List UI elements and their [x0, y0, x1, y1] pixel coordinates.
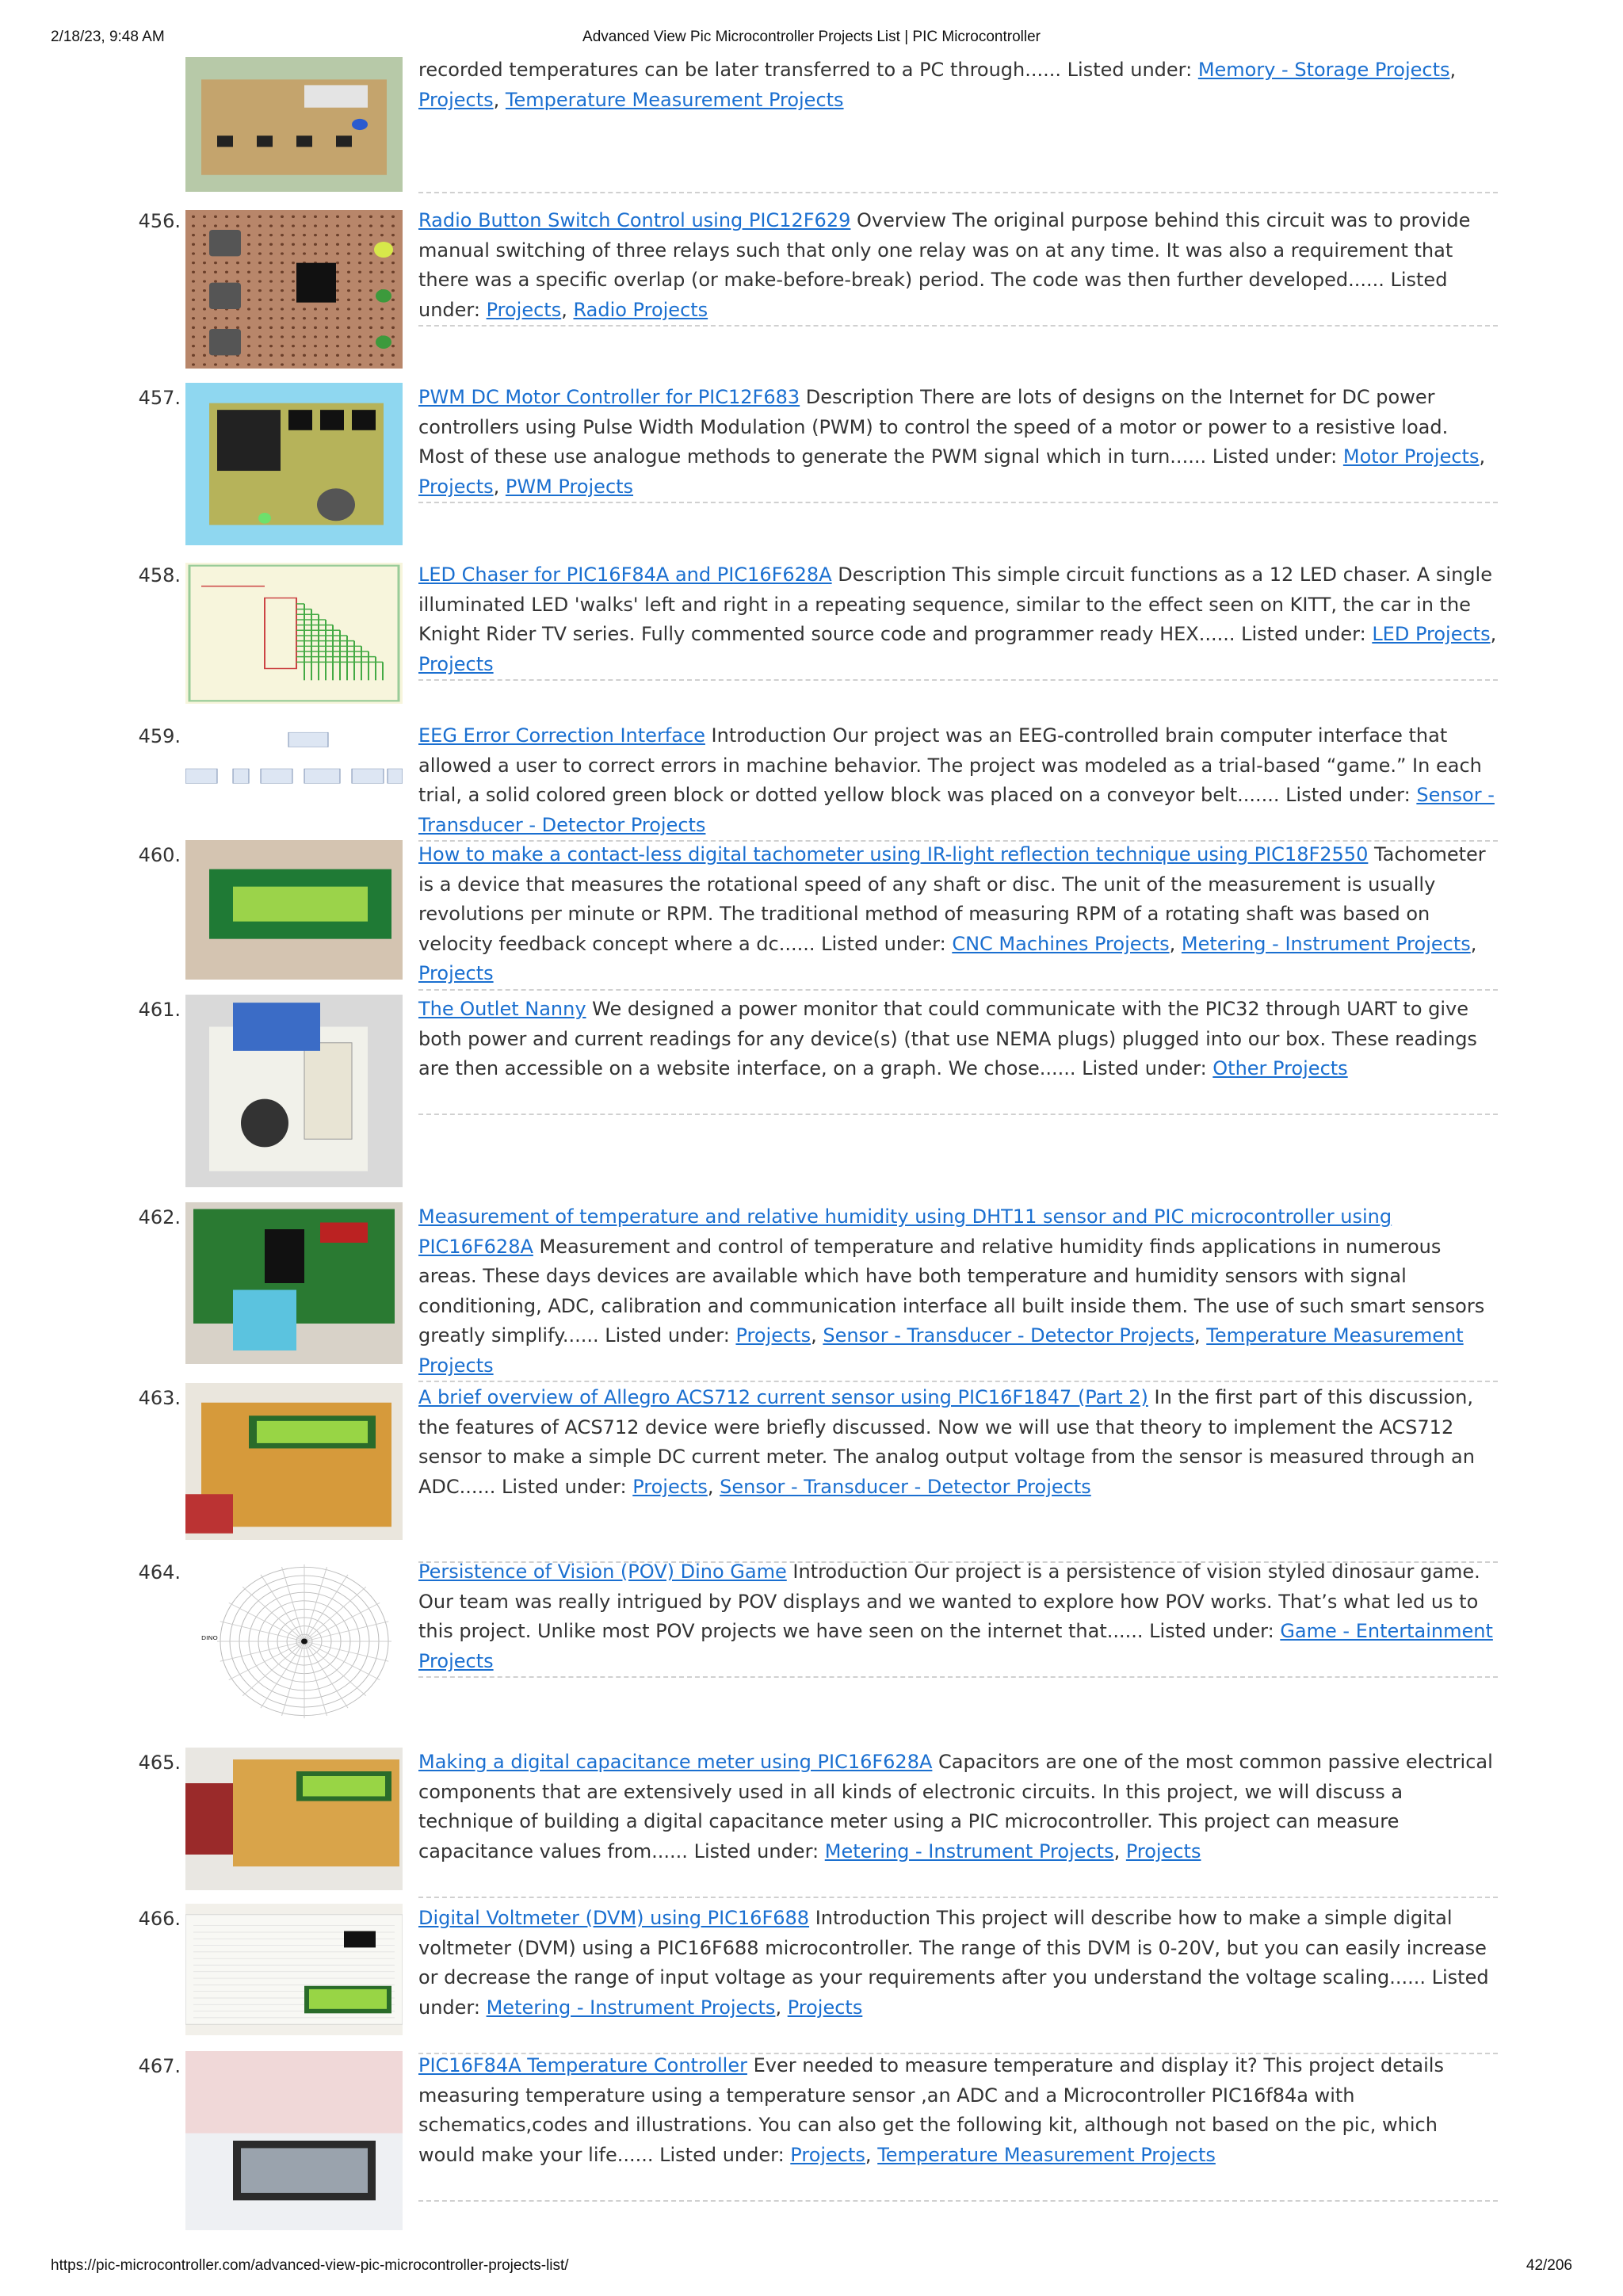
entry-separator [418, 1114, 1498, 1115]
project-title-link[interactable]: The Outlet Nanny [418, 998, 586, 1020]
project-body: Measurement of temperature and relative humidity using DHT11 sensor and PIC microcontroller using PIC16F628A Measurement and control of temperature and relative humidity finds applications in numerous areas. These days devices are available which have both temperature and humidity sensors with signal conditioning, ADC, calibration and communication interface all built inside them. The use of such smart sensors greatly simplify...... Listed under: Projects, Sensor - Transducer - Detector Projects, Temperature Measurement Projects [418, 1205, 1485, 1377]
entry-separator [418, 1676, 1498, 1678]
category-link[interactable]: Projects [790, 2143, 865, 2166]
project-body [418, 1557, 1498, 1676]
page-title: Advanced View Pic Microcontroller Projects List | PIC Microcontroller [582, 29, 1041, 45]
breadboard-voltmeter-image[interactable] [185, 1904, 403, 2035]
category-link[interactable]: Temperature Measurement Projects [505, 88, 844, 111]
project-title-link[interactable]: How to make a contact-less digital tachometer using IR-light reflection technique using PIC18F2550 [418, 843, 1369, 865]
project-title-link[interactable]: LED Chaser for PIC16F84A and PIC16F628A [418, 563, 832, 586]
category-link[interactable]: PWM Projects [505, 475, 634, 498]
capacitance-meter-image[interactable] [185, 1748, 403, 1890]
entry-separator [418, 1897, 1498, 1898]
project-body: PWM DC Motor Controller for PIC12F683 Description There are lots of designs on the Internet for DC power controllers using Pulse Width Modulation (PWM) to control the speed of a motor or power to a resistive load. Most of these use analogue methods to generate the PWM signal which in turn...... Listed under: Motor Projects, Projects, PWM Projects [418, 386, 1486, 498]
print-footer [0, 2251, 1623, 2283]
category-link[interactable]: Projects [486, 298, 562, 321]
print-datetime: 2/18/23, 9:48 AM [51, 29, 165, 45]
project-title-link[interactable]: Measurement of temperature and relative humidity using DHT11 sensor and PIC microcontroller using PIC16F628A [418, 1205, 1392, 1258]
category-link[interactable]: Game - Entertainment Projects [418, 1620, 1493, 1672]
project-body: LED Chaser for PIC16F84A and PIC16F628A Description This simple circuit functions as a 12 LED chaser. A single illuminated LED 'walks' left and right in a repeating sequence, similar to the effect seen on KITT, the car in the Knight Rider TV series. Fully commented source code and programmer ready HEX...... Listed under: LED Projects, Projects [418, 563, 1497, 675]
category-link[interactable]: LED Projects [1372, 623, 1491, 645]
project-description: Ever needed to measure temperature and display it? This project details measuring temperature using a temperature sensor ,an ADC and a Microcontroller PIC16f84a with schematics,codes and illustrations. You can also get the following kit, although not based on the pic, which would make your life...... Listed under: [418, 2054, 1444, 2166]
category-link[interactable]: Projects [735, 1324, 812, 1347]
project-body: PIC16F84A Temperature Controller Ever needed to measure temperature and display it? This project details measuring temperature using a temperature sensor ,an ADC and a Microcontroller PIC16f84a with schematics,codes and illustrations. You can also get the following kit, although not based on the pic, which would make your life...... Listed under: Projects, Temperature Measurement Projects [418, 2054, 1444, 2166]
project-body [418, 721, 1498, 840]
project-number: 459. [138, 725, 181, 747]
category-link[interactable]: Sensor - Transducer - Detector Projects [823, 1324, 1194, 1347]
page-url: https://pic-microcontroller.com/advanced-view-pic-microcontroller-projects-list/ [51, 2257, 569, 2274]
led-chaser-schematic-image[interactable] [185, 563, 403, 704]
project-body: Making a digital capacitance meter using PIC16F628A Capacitors are one of the most common passive electrical components that are extensively used in all kinds of electronic circuits. In this project, we will discuss a technique of building a digital capacitance meter using a PIC microcontroller. This project can measure capacitance values from...... Listed under: Metering - Instrument Projects, Projects [418, 1751, 1493, 1862]
entry-separator [418, 325, 1498, 327]
dht11-board-image[interactable] [185, 1202, 403, 1364]
entry-separator [418, 2200, 1498, 2202]
project-body: Digital Voltmeter (DVM) using PIC16F688 Introduction This project will describe how to make a simple digital voltmeter (DVM) using a PIC16F688 microcontroller. The range of this DVM is 0-20V, but you can easily increase or decrease the range of input voltage as your requirements after you understand the voltage scaling...... Listed under: Metering - Instrument Projects, Projects [418, 1907, 1489, 2019]
print-header [0, 0, 1623, 48]
project-description: In the first part of this discussion, the features of ACS712 device were briefly discussed. Now we will use that theory to implement the ACS712 sensor to make a simple DC current meter. The analog output voltage from the sensor is measured through an ADC...... Listed under: [418, 1386, 1475, 1498]
project-number: 465. [138, 1752, 181, 1774]
category-link[interactable]: Projects [418, 475, 494, 498]
entry-separator [418, 502, 1498, 503]
motor-controller-pcb-image[interactable] [185, 383, 403, 545]
category-link[interactable]: Projects [1125, 1839, 1201, 1862]
project-description: Tachometer is a device that measures the rotational speed of any shaft or disc. The unit of the measurement is usually revolutions per minute or RPM. The traditional method of measuring RPM of a rotating shaft was based on velocity feedback concept where a dc...... Listed under: [418, 843, 1486, 955]
project-title-link[interactable]: PWM DC Motor Controller for PIC12F683 [418, 386, 800, 408]
project-number: 462. [138, 1206, 181, 1228]
category-link[interactable]: Sensor - Transducer - Detector Projects [418, 784, 1495, 836]
polar-grid-image[interactable] [185, 1557, 403, 1725]
temp-controller-lcd-image[interactable] [185, 2051, 403, 2230]
entry-separator [418, 1381, 1498, 1382]
project-number: 456. [138, 210, 181, 232]
project-number: 457. [138, 387, 181, 409]
project-body: How to make a contact-less digital tachometer using IR-light reflection technique using PIC18F2550 Tachometer is a device that measures the rotational speed of any shaft or disc. The unit of the measurement is usually revolutions per minute or RPM. The traditional method of measuring RPM of a rotating shaft was based on velocity feedback concept where a dc...... Listed under: CNC Machines Projects, Metering - Instrument Projects, Projects [418, 843, 1486, 984]
project-number: 463. [138, 1387, 181, 1409]
project-title-link[interactable]: EEG Error Correction Interface [418, 724, 705, 747]
category-link[interactable]: Projects [418, 962, 494, 984]
tachometer-lcd-image[interactable] [185, 840, 403, 980]
project-number: 461. [138, 999, 181, 1021]
category-link[interactable]: Temperature Measurement Projects [877, 2143, 1216, 2166]
project-title-link[interactable]: Making a digital capacitance meter using PIC16F628A [418, 1751, 933, 1773]
category-link[interactable]: Projects [787, 1996, 863, 2019]
entry-separator [418, 192, 1498, 193]
project-number: 458. [138, 564, 181, 586]
category-link[interactable]: Projects [632, 1475, 708, 1498]
outlet-box-image[interactable] [185, 995, 403, 1187]
project-description: Introduction Our project was an EEG-controlled brain computer interface that allowed a user to correct errors in machine behavior. The project was modeled as a trial-based “game.” In each trial, a solid colored green block or dotted yellow block was placed on a conveyor belt....... Listed under: [418, 724, 1482, 806]
project-body: recorded temperatures can be later transferred to a PC through...... Listed under: Memory - Storage Projects, Projects, Temperature Measurement Projects [418, 59, 1457, 111]
perfboard-buttons-image[interactable] [185, 210, 403, 369]
project-title-link[interactable]: PIC16F84A Temperature Controller [418, 2054, 747, 2076]
project-title-link[interactable]: Digital Voltmeter (DVM) using PIC16F688 [418, 1907, 810, 1929]
block-diagram-image[interactable] [185, 725, 403, 812]
category-link[interactable]: Temperature Measurement Projects [418, 1324, 1464, 1377]
project-description: We designed a power monitor that could communicate with the PIC32 through UART to give both power and current readings for any device(s) (that use NEMA plugs) plugged into our box. These readings are then accessible on a website interface, on a graph. We chose...... Listed under: [418, 998, 1477, 1079]
category-link[interactable]: CNC Machines Projects [952, 932, 1170, 955]
project-title-link[interactable]: Persistence of Vision (POV) Dino Game [418, 1561, 787, 1583]
category-link[interactable]: Other Projects [1212, 1057, 1348, 1079]
project-title-link[interactable]: Radio Button Switch Control using PIC12F629 [418, 209, 851, 231]
data-logger-board-image[interactable] [185, 57, 403, 192]
project-number: 460. [138, 844, 181, 866]
category-link[interactable]: Sensor - Transducer - Detector Projects [720, 1475, 1091, 1498]
category-link[interactable]: Metering - Instrument Projects [1181, 932, 1471, 955]
project-number: 466. [138, 1908, 181, 1930]
project-description: Description There are lots of designs on the Internet for DC power controllers using Pulse Width Modulation (PWM) to control the speed of a motor or power to a resistive load. Most of these use analogue methods to generate the PWM signal which in turn...... Listed under: [418, 386, 1449, 468]
entry-separator [418, 679, 1498, 681]
project-body [418, 995, 1498, 1084]
page-number: 42/206 [1526, 2257, 1572, 2274]
project-description: Introduction Our project is a persistence of vision styled dinosaur game. Our team was really intrigued by POV displays and we wanted to explore how POV works. That’s what led us to this project. Unlike most POV projects we have seen on the internet that...... Listed under: [418, 1561, 1480, 1642]
project-description: Capacitors are one of the most common passive electrical components that are extensively used in all kinds of electronic circuits. In this project, we will discuss a technique of building a digital capacitance meter using a PIC microcontroller. This project can measure capacitance values from...... Listed under: [418, 1751, 1493, 1862]
project-number: 467. [138, 2055, 181, 2077]
category-link[interactable]: Metering - Instrument Projects [486, 1996, 776, 2019]
image-label: DINO [201, 1634, 218, 1642]
category-link[interactable]: Projects [418, 652, 494, 675]
project-number: 464. [138, 1561, 181, 1584]
category-link[interactable]: Metering - Instrument Projects [824, 1839, 1114, 1862]
category-link[interactable]: Radio Projects [573, 298, 708, 321]
category-link[interactable]: Memory - Storage Projects [1197, 59, 1450, 81]
current-meter-board-image[interactable] [185, 1383, 403, 1540]
project-description: Measurement and control of temperature and relative humidity finds applications in numerous areas. These days devices are available which have both temperature and humidity sensors with signal conditioning, ADC, calibration and communication interface all built inside them. The use of such smart sensors greatly simplify...... Listed under: [418, 1235, 1485, 1347]
project-description: Introduction This project will describe how to make a simple digital voltmeter (DVM) using a PIC16F688 microcontroller. The range of this DVM is 0-20V, but you can easily increase or decrease the range of input voltage as your requirements after you understand the voltage scaling...... Listed under: [418, 1907, 1489, 2019]
category-link[interactable]: Projects [418, 88, 494, 111]
project-description: Description This simple circuit functions as a 12 LED chaser. A single illuminated LED 'walks' left and right in a repeating sequence, similar to the effect seen on KITT, the car in the Knight Rider TV series. Fully commented source code and programmer ready HEX...... Listed under: [418, 563, 1492, 645]
project-body: Radio Button Switch Control using PIC12F629 Overview The original purpose behind this circuit was to provide manual switching of three relays such that only one relay was on at any time. It was also a requirement that there was a specific overlap (or make-before-break) period. The code was then further developed...... Listed under: Projects, Radio Projects [418, 209, 1471, 321]
project-title-link[interactable]: A brief overview of Allegro ACS712 current sensor using PIC16F1847 (Part 2) [418, 1386, 1148, 1408]
project-description: recorded temperatures can be later transferred to a PC through...... Listed under: [418, 59, 1198, 81]
project-description: Overview The original purpose behind this circuit was to provide manual switching of three relays such that only one relay was on at any time. It was also a requirement that there was a specific overlap (or make-before-break) period. The code was then further developed...... Listed under: [418, 209, 1471, 321]
project-body: A brief overview of Allegro ACS712 current sensor using PIC16F1847 (Part 2) In the first part of this discussion, the features of ACS712 device were briefly discussed. Now we will use that theory to implement the ACS712 sensor to make a simple DC current meter. The analog output voltage from the sensor is measured through an ADC...... Listed under: Projects, Sensor - Transducer - Detector Projects [418, 1386, 1475, 1498]
category-link[interactable]: Motor Projects [1342, 445, 1480, 468]
entry-separator [418, 989, 1498, 991]
